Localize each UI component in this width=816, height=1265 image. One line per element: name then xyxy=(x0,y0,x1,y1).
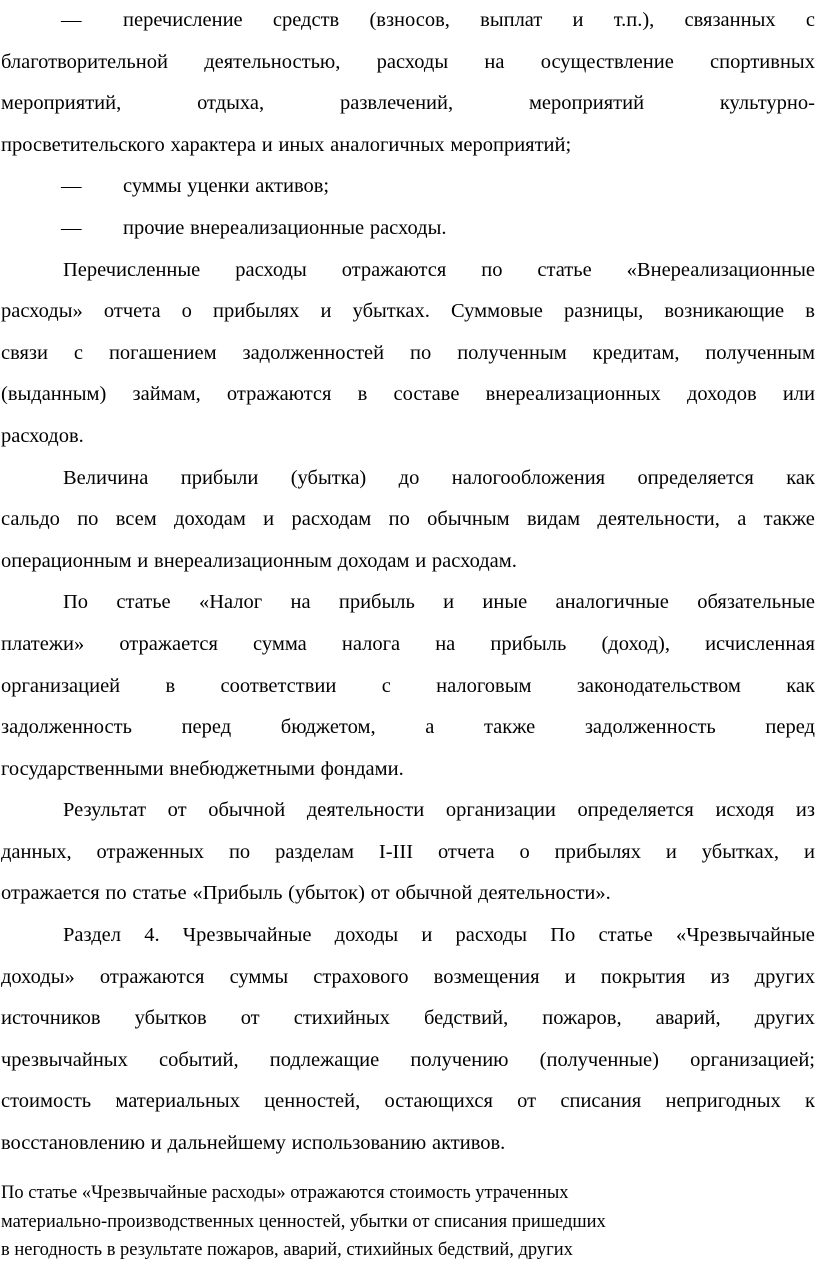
paragraph xyxy=(1,915,815,1165)
word: расходам xyxy=(291,508,372,531)
footer-line: По статье «Чрезвычайные расходы» отражаются стоимость утраченных xyxy=(1,1183,569,1203)
text-line xyxy=(1,291,815,333)
word: и xyxy=(263,508,275,531)
word: от xyxy=(517,1090,537,1113)
list-dash: — xyxy=(61,216,82,239)
word: развлечений, xyxy=(339,92,454,115)
word: займам, xyxy=(132,383,201,406)
word: дальнейшему xyxy=(167,1132,286,1155)
text-line xyxy=(1,499,815,541)
word: и xyxy=(803,840,815,863)
word: разделам xyxy=(275,840,354,863)
word: статье xyxy=(116,591,171,614)
word: списания xyxy=(560,1090,642,1113)
word: «Чрезвычайные xyxy=(675,924,815,947)
word: о xyxy=(519,840,530,863)
footer-line: материально-производственных ценностей, убытки от списания пришедших xyxy=(1,1211,606,1232)
text-line xyxy=(1,416,815,458)
text-line xyxy=(1,873,815,915)
word: культурно- xyxy=(719,92,815,115)
word: перед xyxy=(765,716,815,739)
word: отражается xyxy=(119,632,218,655)
line-text xyxy=(123,166,815,208)
word: убытках. xyxy=(352,300,430,323)
word: всем xyxy=(115,508,157,531)
text-line xyxy=(1,166,815,208)
word: сальдо xyxy=(1,508,60,531)
word: с xyxy=(805,9,815,31)
text-line xyxy=(1,374,815,416)
word: в xyxy=(165,674,176,697)
word: исходя xyxy=(715,799,775,822)
word: внебюджетными xyxy=(169,757,315,780)
word: (доход), xyxy=(601,632,670,655)
word: и xyxy=(572,9,584,31)
word: данных, xyxy=(1,840,72,863)
word: также xyxy=(483,716,536,739)
text-line xyxy=(1,125,815,167)
word: прибыль xyxy=(490,632,567,655)
text-line xyxy=(1,0,815,42)
word: платежи» xyxy=(1,632,85,655)
text-line xyxy=(1,541,815,583)
word: отчета xyxy=(437,840,495,863)
text-line xyxy=(1,957,815,999)
word: По xyxy=(550,924,576,947)
word: задолженностей xyxy=(242,341,385,364)
word: стихийных xyxy=(293,1007,390,1030)
text-line xyxy=(1,707,815,749)
word: и xyxy=(564,965,576,988)
word: от xyxy=(167,799,187,822)
word: суммы xyxy=(229,965,289,988)
word: деятельности, xyxy=(597,508,720,531)
word: событий, xyxy=(159,1048,239,1071)
word: других xyxy=(754,965,815,988)
word: активов; xyxy=(255,175,330,198)
word: по xyxy=(410,341,432,364)
word: отдыха, xyxy=(197,92,265,115)
word: видам xyxy=(526,508,581,531)
word: расходам. xyxy=(431,549,517,572)
word: статье xyxy=(598,924,653,947)
word: убытках, xyxy=(701,840,780,863)
word: и xyxy=(415,549,427,572)
word: от xyxy=(370,882,390,905)
word: соответствии xyxy=(220,674,337,697)
text-line xyxy=(1,458,815,500)
word: обычной xyxy=(208,799,286,822)
word: доходы» xyxy=(1,965,75,988)
word: связанных xyxy=(684,9,776,31)
word: Перечисленные xyxy=(63,258,201,281)
text-line xyxy=(1,624,815,666)
word: с xyxy=(381,674,391,697)
word: I-III xyxy=(378,840,414,863)
word: а xyxy=(425,716,435,739)
word: деятельностью, xyxy=(204,50,341,73)
word: прибыли xyxy=(180,466,259,489)
word: перечисление xyxy=(123,9,243,31)
word: других xyxy=(754,1007,815,1030)
word: Чрезвычайные xyxy=(182,924,312,947)
word: расходы xyxy=(235,258,307,281)
text-line xyxy=(1,582,815,624)
text-line xyxy=(1,1040,815,1082)
word: кредитам, xyxy=(592,341,680,364)
text-line xyxy=(1,915,815,957)
text-line xyxy=(1,790,815,832)
word: мероприятий, xyxy=(1,92,122,115)
text-line xyxy=(1,832,815,874)
word: бедствий, xyxy=(424,1007,509,1030)
word: бюджетом, xyxy=(280,716,376,739)
word: исчисленная xyxy=(705,632,815,655)
word: и xyxy=(443,591,455,614)
word: налога xyxy=(341,632,401,655)
word: организации xyxy=(445,799,556,822)
word: отражаются xyxy=(99,965,205,988)
word: разницы, xyxy=(564,300,644,323)
text-line xyxy=(1,749,815,791)
word: материальных xyxy=(115,1090,240,1113)
text-line xyxy=(1,998,815,1040)
word: обычной xyxy=(395,882,473,905)
word: деятельности». xyxy=(478,882,611,905)
word: а xyxy=(737,508,747,531)
text-line xyxy=(1,333,815,375)
footer-paragraph xyxy=(1,1179,781,1265)
word: ценностей, xyxy=(264,1090,361,1113)
word: как xyxy=(786,466,815,489)
line-text xyxy=(123,0,815,42)
word: операционным xyxy=(1,549,132,572)
text-line xyxy=(1,1123,815,1165)
word: расходы xyxy=(376,50,449,73)
word: по xyxy=(77,508,99,531)
word: налоговым xyxy=(436,674,532,697)
paragraph xyxy=(1,790,815,915)
word: иные xyxy=(482,591,528,614)
word: доходов xyxy=(686,383,757,406)
text-line xyxy=(1,42,815,84)
word: покрытия xyxy=(600,965,686,988)
word: из xyxy=(710,965,730,988)
word: восстановлению xyxy=(1,1132,146,1155)
word: полученным xyxy=(705,341,815,364)
word: аналогичных xyxy=(330,133,445,156)
word: отражаются xyxy=(226,383,332,406)
word: (убыток) xyxy=(288,882,365,905)
word: (полученные) xyxy=(539,1048,659,1071)
word: (выданным) xyxy=(1,383,107,406)
word: полученным xyxy=(457,341,567,364)
word: внереализационным xyxy=(154,549,332,572)
word: (убытка) xyxy=(290,466,367,489)
word: законодательством xyxy=(576,674,741,697)
word: погашением xyxy=(108,341,217,364)
word: до xyxy=(398,466,420,489)
word: выплат xyxy=(480,9,543,31)
word: сумма xyxy=(253,632,307,655)
word: расходы xyxy=(455,924,528,947)
word: мероприятий xyxy=(528,92,645,115)
list-dash: — xyxy=(61,9,82,31)
word: по xyxy=(228,840,251,863)
word: и xyxy=(665,840,677,863)
word: Раздел xyxy=(63,924,121,947)
line-text xyxy=(123,208,815,250)
word: внереализационных xyxy=(485,383,661,406)
word: и xyxy=(421,924,433,947)
word: страхового xyxy=(313,965,409,988)
dash-list-item xyxy=(1,208,815,250)
word: обычным xyxy=(427,508,510,531)
word: отчета xyxy=(103,300,161,323)
word: по xyxy=(388,508,410,531)
word: расходы. xyxy=(369,216,447,239)
word: «Налог xyxy=(198,591,263,614)
word: непригодных xyxy=(665,1090,781,1113)
word: 4. xyxy=(144,924,160,947)
word: возникающие xyxy=(664,300,785,323)
word: и xyxy=(261,133,273,156)
dash-list-item xyxy=(1,166,815,208)
word: доходам xyxy=(337,549,410,572)
word: статье xyxy=(132,882,187,905)
word: источников xyxy=(1,1007,101,1030)
word: и xyxy=(137,549,149,572)
word: расходов. xyxy=(1,424,84,447)
word: в xyxy=(805,300,815,323)
word: организацией; xyxy=(690,1048,815,1071)
word: получению xyxy=(410,1048,509,1071)
word: из xyxy=(795,799,815,822)
word: прибылях xyxy=(213,300,300,323)
word: задолженность xyxy=(1,716,132,739)
word: отражается xyxy=(1,882,100,905)
word: государственными xyxy=(1,757,164,780)
word: осуществление xyxy=(540,50,674,73)
word: мероприятий; xyxy=(450,133,572,156)
word: Результат xyxy=(63,799,147,822)
word: т.п.), xyxy=(613,9,655,31)
word: благотворительной xyxy=(1,50,168,73)
text-line xyxy=(1,83,815,125)
word: определяется xyxy=(577,799,694,822)
word: остающихся xyxy=(384,1090,493,1113)
text-line xyxy=(1,1081,815,1123)
word: от xyxy=(240,1007,260,1030)
word: по xyxy=(481,258,503,281)
word: «Прибыль xyxy=(192,882,283,905)
list-dash: — xyxy=(61,175,82,198)
word: (взносов, xyxy=(369,9,450,31)
word: прибыль xyxy=(338,591,415,614)
word: использованию xyxy=(291,1132,427,1155)
word: активов. xyxy=(431,1132,506,1155)
word: расходы» xyxy=(1,300,83,323)
word: аналогичные xyxy=(555,591,669,614)
word: чрезвычайных xyxy=(1,1048,128,1071)
word: задолженность xyxy=(584,716,716,739)
dash-list-item xyxy=(1,0,815,166)
word: и xyxy=(320,300,332,323)
word: статье xyxy=(537,258,592,281)
word: с xyxy=(73,341,84,364)
word: просветительского xyxy=(1,133,165,156)
word: или xyxy=(782,383,815,406)
word: в xyxy=(357,383,368,406)
paragraph xyxy=(1,458,815,583)
word: уценки xyxy=(187,175,250,198)
paragraph xyxy=(1,582,815,790)
word: обязательные xyxy=(697,591,815,614)
word: отраженных xyxy=(96,840,205,863)
word: доходам xyxy=(174,508,246,531)
word: деятельности xyxy=(306,799,425,822)
footer-line: в негодность в результате пожаров, аварий, стихийных бедствий, других xyxy=(1,1240,573,1260)
word: подлежащие xyxy=(269,1048,380,1071)
word: связи xyxy=(1,341,49,364)
word: внереализационные xyxy=(190,216,365,239)
text-line xyxy=(1,250,815,292)
word: перед xyxy=(181,716,232,739)
word: как xyxy=(786,674,815,697)
word: пожаров, xyxy=(542,1007,622,1030)
word: стоимость xyxy=(1,1090,92,1113)
word: иных xyxy=(278,133,325,156)
word: возмещения xyxy=(433,965,540,988)
word: отражаются xyxy=(341,258,447,281)
word: суммы xyxy=(123,175,182,198)
paragraph xyxy=(1,250,815,458)
word: убытков xyxy=(134,1007,207,1030)
word: на xyxy=(290,591,311,614)
main-text xyxy=(1,0,815,1165)
word: доходы xyxy=(334,924,399,947)
word: средств xyxy=(272,9,340,31)
word: налогообложения xyxy=(451,466,606,489)
word: «Внереализационные xyxy=(626,258,815,281)
word: организацией xyxy=(1,674,121,697)
word: Величина xyxy=(63,466,149,489)
word: характера xyxy=(170,133,256,156)
text-line xyxy=(1,208,815,250)
word: по xyxy=(105,882,127,905)
word: аварий, xyxy=(655,1007,721,1030)
word: фондами. xyxy=(320,757,404,780)
word: прочие xyxy=(123,216,185,239)
word: Суммовые xyxy=(450,300,543,323)
word: на xyxy=(484,50,505,73)
text-line xyxy=(1,666,815,708)
word: к xyxy=(804,1090,815,1113)
word: спортивных xyxy=(710,50,815,73)
word: о xyxy=(181,300,192,323)
word: и xyxy=(150,1132,162,1155)
word: также xyxy=(763,508,815,531)
word: По xyxy=(63,591,89,614)
word: прибылях xyxy=(554,840,641,863)
word: определяется xyxy=(637,466,754,489)
word: составе xyxy=(393,383,460,406)
word: на xyxy=(435,632,456,655)
